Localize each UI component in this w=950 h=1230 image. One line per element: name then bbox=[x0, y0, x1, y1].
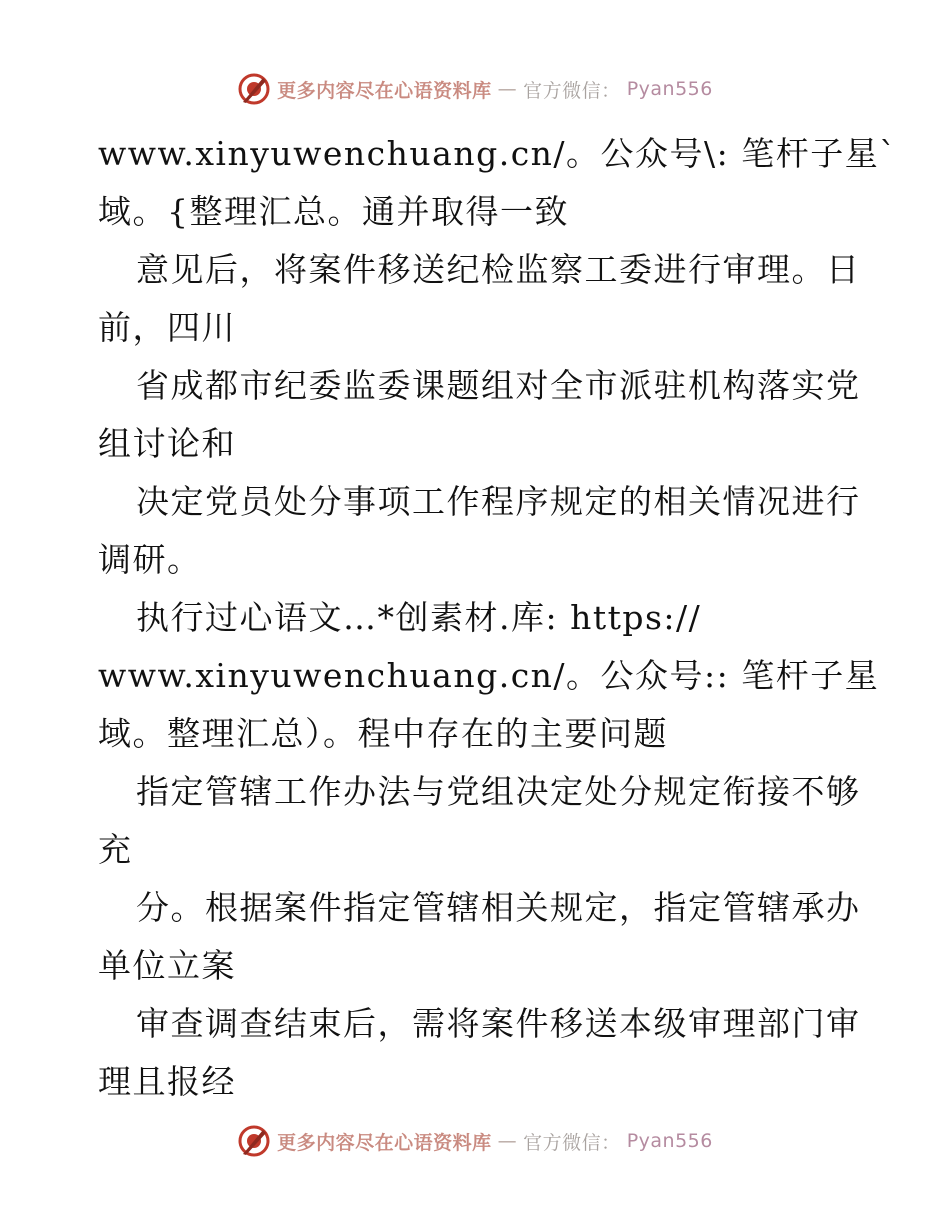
body-line-3: 意见后，将案件移送纪检监察工委进行审理。日 bbox=[136, 250, 861, 289]
watermark-wechat-label: 官方微信： bbox=[523, 79, 621, 102]
body-line-5: 省成都市纪委监委课题组对全市派驻机构落实党 bbox=[136, 366, 861, 405]
body-line-10: www.xinyuwenchuang.cn/。公众号:: 笔杆子星 bbox=[98, 656, 880, 695]
body-line-15: 单位立案 bbox=[98, 946, 236, 985]
body-line-9: 执行过心语文…*创素材.库: https:// bbox=[136, 598, 702, 637]
body-line-14: 分。根据案件指定管辖相关规定，指定管辖承办 bbox=[136, 888, 861, 927]
watermark-wechat-id: Pyan556 bbox=[626, 78, 713, 100]
body-line-8: 调研。 bbox=[98, 540, 202, 579]
body-line-4: 前，四川 bbox=[98, 308, 236, 347]
watermark-wechat-id: Pyan556 bbox=[626, 1130, 713, 1152]
body-line-2: 域。{整理汇总。通并取得一致 bbox=[98, 192, 569, 231]
body-line-11: 域。整理汇总）。程中存在的主要问题 bbox=[98, 714, 668, 753]
watermark-main-text: 更多内容尽在心语资料库 bbox=[277, 79, 492, 102]
header-watermark bbox=[0, 72, 950, 106]
body-line-17: 理且报经 bbox=[98, 1062, 236, 1101]
watermark-dash: — bbox=[497, 1130, 518, 1152]
body-line-13: 充 bbox=[98, 830, 133, 869]
body-line-7: 决定党员处分事项工作程序规定的相关情况进行 bbox=[136, 482, 861, 521]
watermark-main-text: 更多内容尽在心语资料库 bbox=[277, 1131, 492, 1154]
quill-logo-icon bbox=[237, 72, 271, 106]
body-line-16: 审查调查结束后，需将案件移送本级审理部门审 bbox=[136, 1004, 861, 1043]
document-body bbox=[98, 125, 898, 1111]
body-line-1: www.xinyuwenchuang.cn/。公众号\: 笔杆子星` bbox=[98, 134, 898, 173]
footer-watermark bbox=[0, 1124, 950, 1158]
body-line-12: 指定管辖工作办法与党组决定处分规定衔接不够 bbox=[136, 772, 861, 811]
watermark-wechat-label: 官方微信： bbox=[523, 1131, 621, 1154]
quill-logo-icon bbox=[237, 1124, 271, 1158]
watermark-dash: — bbox=[497, 78, 518, 100]
body-line-6: 组讨论和 bbox=[98, 424, 236, 463]
